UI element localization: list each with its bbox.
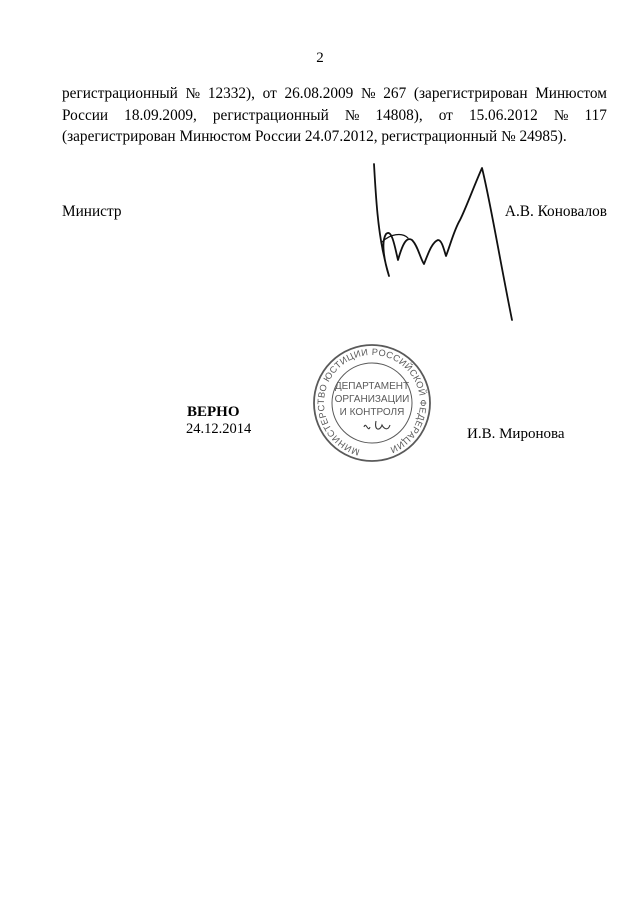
stamp-center-line-2: ОРГАНИЗАЦИИ: [334, 394, 410, 405]
paragraph-word: России: [62, 106, 109, 124]
paragraph-line: [62, 105, 607, 127]
page-number: 2: [316, 50, 324, 66]
paragraph-word: 14808),: [375, 106, 423, 124]
certification-label: ВЕРНО: [187, 404, 240, 420]
paragraph-word: 267: [383, 85, 407, 102]
signature-stroke: [374, 164, 512, 320]
certification-date: 24.12.2014: [186, 421, 252, 437]
certifier-name: И.В. Миронова: [467, 426, 565, 442]
official-stamp: [304, 343, 440, 463]
paragraph-word: №: [185, 85, 201, 102]
paragraph-word: от: [438, 106, 453, 124]
paragraph-word: регистрационный: [62, 85, 178, 102]
paragraph-word: №: [344, 106, 360, 124]
paragraph-word: 18.09.2009,: [124, 106, 197, 124]
paragraph-word: 117: [584, 106, 607, 124]
body-paragraph: [62, 83, 607, 148]
paragraph-word: №: [360, 85, 376, 102]
paragraph-word: (зарегистрирован: [413, 85, 528, 102]
paragraph-word: 15.06.2012: [468, 106, 538, 124]
stamp-center-line-1: ДЕПАРТАМЕНТ: [334, 381, 410, 392]
stamp-ring-text: МИНИСТЕРСТВО ЮСТИЦИИ РОССИЙСКОЙ ФЕДЕРАЦИИ: [315, 346, 429, 458]
stamp-initials-scribble: [364, 421, 390, 429]
paragraph-line: [62, 83, 607, 105]
stamp-center-line-3: И КОНТРОЛЯ: [339, 407, 405, 418]
handwritten-signature: [362, 160, 532, 330]
paragraph-word: регистрационный: [212, 106, 329, 124]
signatory-title: Министр: [62, 203, 122, 220]
signatory-name: А.В. Коновалов: [504, 203, 607, 220]
paragraph-word: 12332),: [207, 85, 255, 102]
paragraph-word: 26.08.2009: [284, 85, 354, 102]
paragraph-word: от: [262, 85, 277, 102]
paragraph-word: Минюстом: [535, 85, 607, 102]
paragraph-line: [62, 126, 607, 148]
paragraph-word: (зарегистрирован Минюстом России 24.07.2012, регистрационный № 24985).: [62, 128, 567, 145]
paragraph-word: №: [553, 106, 569, 124]
